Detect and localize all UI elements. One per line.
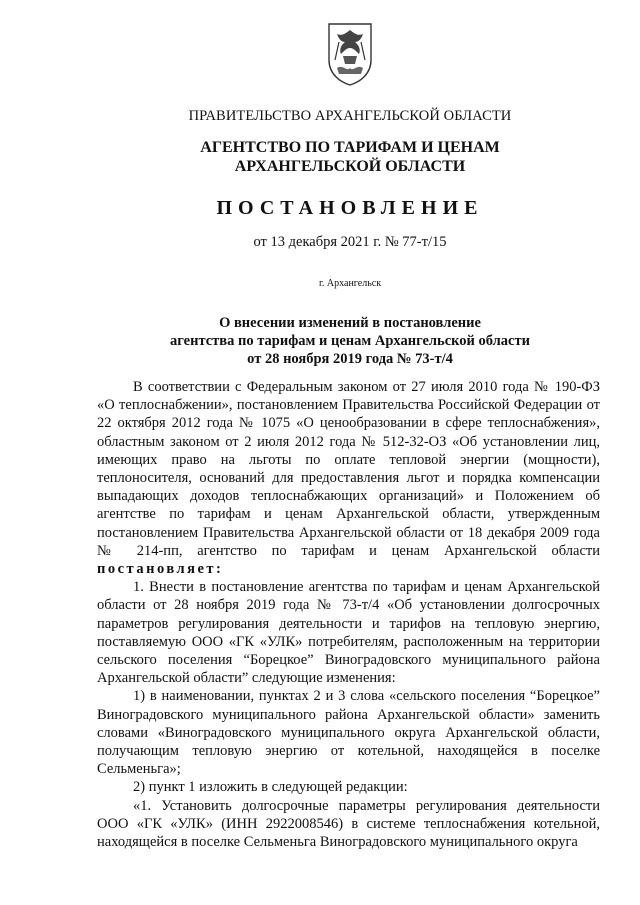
government-name: ПРАВИТЕЛЬСТВО АРХАНГЕЛЬСКОЙ ОБЛАСТИ <box>188 108 512 124</box>
document-date-number: от 13 декабря 2021 г. № 77-т/15 <box>253 234 447 250</box>
coat-of-arms-emblem <box>325 20 375 86</box>
agency-name <box>0 138 640 176</box>
document-subject <box>0 314 640 368</box>
subject-line1: О внесении изменений в постановление <box>219 315 481 331</box>
preamble-text: В соответствии с Федеральным законом от 27 июля 2010 года № 190-ФЗ «О теплоснабжении», постановлением Правительства Российской Федерации от 22 октября 2012 года № 1075 «О ценообразовании в сфере теплоснабжения», областным законом от 2 июля 2012 года № 512-32-ОЗ «Об установлении лиц, имеющих право на льготы по оплате тепловой энергии (мощности), теплоносителя, оснований для предоставления льгот и порядка компенсации выпадающих доходов теплоснабжающих организаций» и Положением об агентстве по тарифам и ценам Архангельской области, утвержденным постановлением Правительства Архангельской области от 18 декабря 2009 года № 214-пп, агентство по тарифам и ценам Архангельской области <box>97 379 600 559</box>
document-type-title: ПОСТАНОВЛЕНИЕ <box>216 197 484 219</box>
clause-1-paragraph: 1. Внести в постановление агентства по тарифам и ценам Архангельской области от 28 ноября 2019 года № 73-т/4 «Об установлении долгосрочных параметров регулирования деятельности и тарифов на тепловую энергию, поставляемую ООО «ГК «УЛК» потребителям, расположенным на территории сельского поселения “Борецкое” Виноградовского муниципального района Архангельской области” следующие изменения: <box>97 579 600 687</box>
decree-word: постановляет: <box>97 561 224 578</box>
preamble-paragraph <box>97 378 600 578</box>
new-clause-1-paragraph: «1. Установить долгосрочные параметры регулирования деятельности ООО «ГК «УЛК» (ИНН 2922008546) в системе теплоснабжения котельной, находящейся в поселке Сельменьга Виноградовского муниципального округа <box>97 797 600 851</box>
subject-line3: от 28 ноября 2019 года № 73-т/4 <box>247 351 453 367</box>
clause-1-sub-2-paragraph: 2) пункт 1 изложить в следующей редакции: <box>133 779 408 796</box>
agency-name-line2: АРХАНГЕЛЬСКОЙ ОБЛАСТИ <box>234 158 466 175</box>
agency-name-line1: АГЕНТСТВО ПО ТАРИФАМ И ЦЕНАМ <box>200 139 500 156</box>
subject-line2: агентства по тарифам и ценам Архангельской области <box>170 333 530 349</box>
clause-1-sub-1-paragraph: 1) в наименовании, пунктах 2 и 3 слова «сельского поселения “Борецкое” Виноградовского муниципального района Архангельской области» заменить словами «Виноградовского муниципального округа Архангельской области, получающим тепловую энергию от котельной, находящейся в поселке Сельменьга»; <box>97 688 600 778</box>
document-city: г. Архангельск <box>318 278 382 289</box>
document-body <box>97 378 600 851</box>
